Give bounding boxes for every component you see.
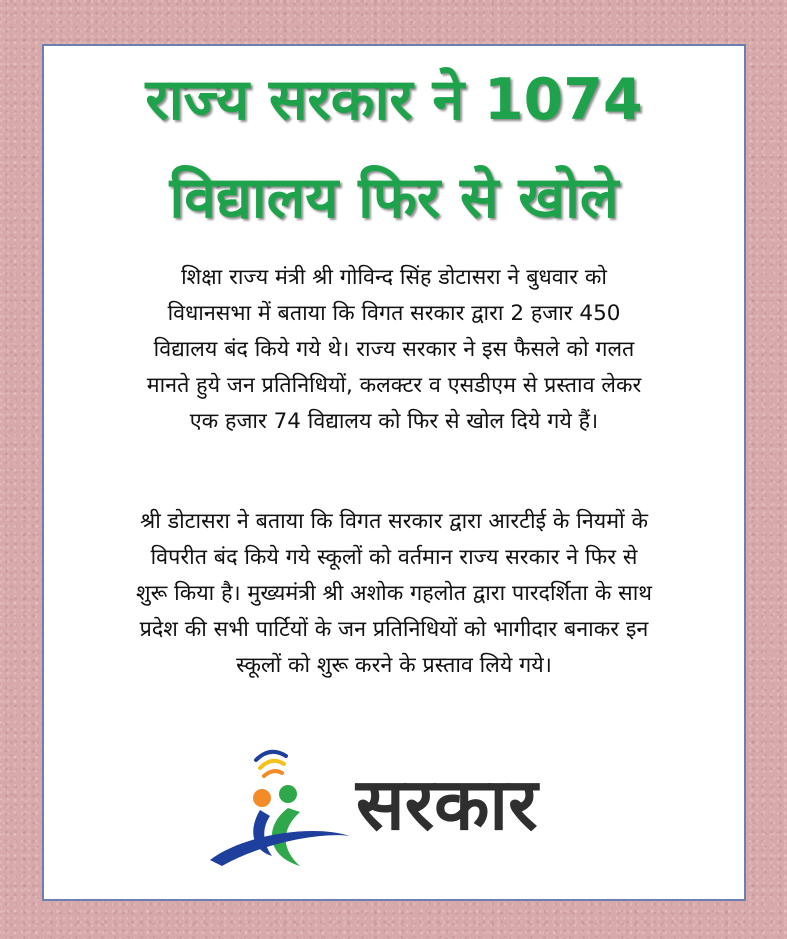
paragraph-1-line: मानते हुये जन प्रतिनिधियों, कलक्टर व एसडीएम से प्रस्ताव लेकर [146, 373, 642, 398]
sarkar-wordmark: सरकार [356, 762, 538, 846]
paragraph-2-line: विपरीत बंद किये गये स्कूलों को वर्तमान राज्य सरकार ने फिर से [150, 545, 638, 570]
paragraph-1-line: विद्यालय बंद किये गये थे। राज्य सरकार ने इस फैसले को गलत [153, 337, 635, 362]
sarkar-logo-icon [204, 738, 354, 888]
paragraph-1 [68, 260, 720, 440]
headline-line-2: विद्यालय फिर से खोले [169, 165, 619, 231]
paragraph-1-line: विधानसभा में बताया कि विगत सरकार द्वारा 2 हजार 450 [167, 301, 621, 326]
sarkar-logo [204, 738, 584, 888]
headline-line-1: राज्य सरकार ने 1074 [145, 67, 643, 133]
news-panel [42, 44, 746, 901]
paragraph-2-line: शुरू किया है। मुख्यमंत्री श्री अशोक गहलोत द्वारा पारदर्शिता के साथ [135, 581, 653, 606]
paragraph-1-line: एक हजार 74 विद्यालय को फिर से खोल दिये गये हैं। [189, 409, 599, 434]
paragraph-2-line: स्कूलों को शुरू करने के प्रस्ताव लिये गये। [236, 653, 552, 678]
paragraph-2-line: प्रदेश की सभी पार्टियों के जन प्रतिनिधियों को भागीदार बनाकर इन [139, 617, 649, 642]
paragraph-2 [68, 504, 720, 684]
paragraph-1-line: शिक्षा राज्य मंत्री श्री गोविन्द सिंह डोटासरा ने बुधवार को [181, 265, 607, 290]
paragraph-2-line: श्री डोटासरा ने बताया कि विगत सरकार द्वारा आरटीई के नियमों के [139, 509, 649, 534]
